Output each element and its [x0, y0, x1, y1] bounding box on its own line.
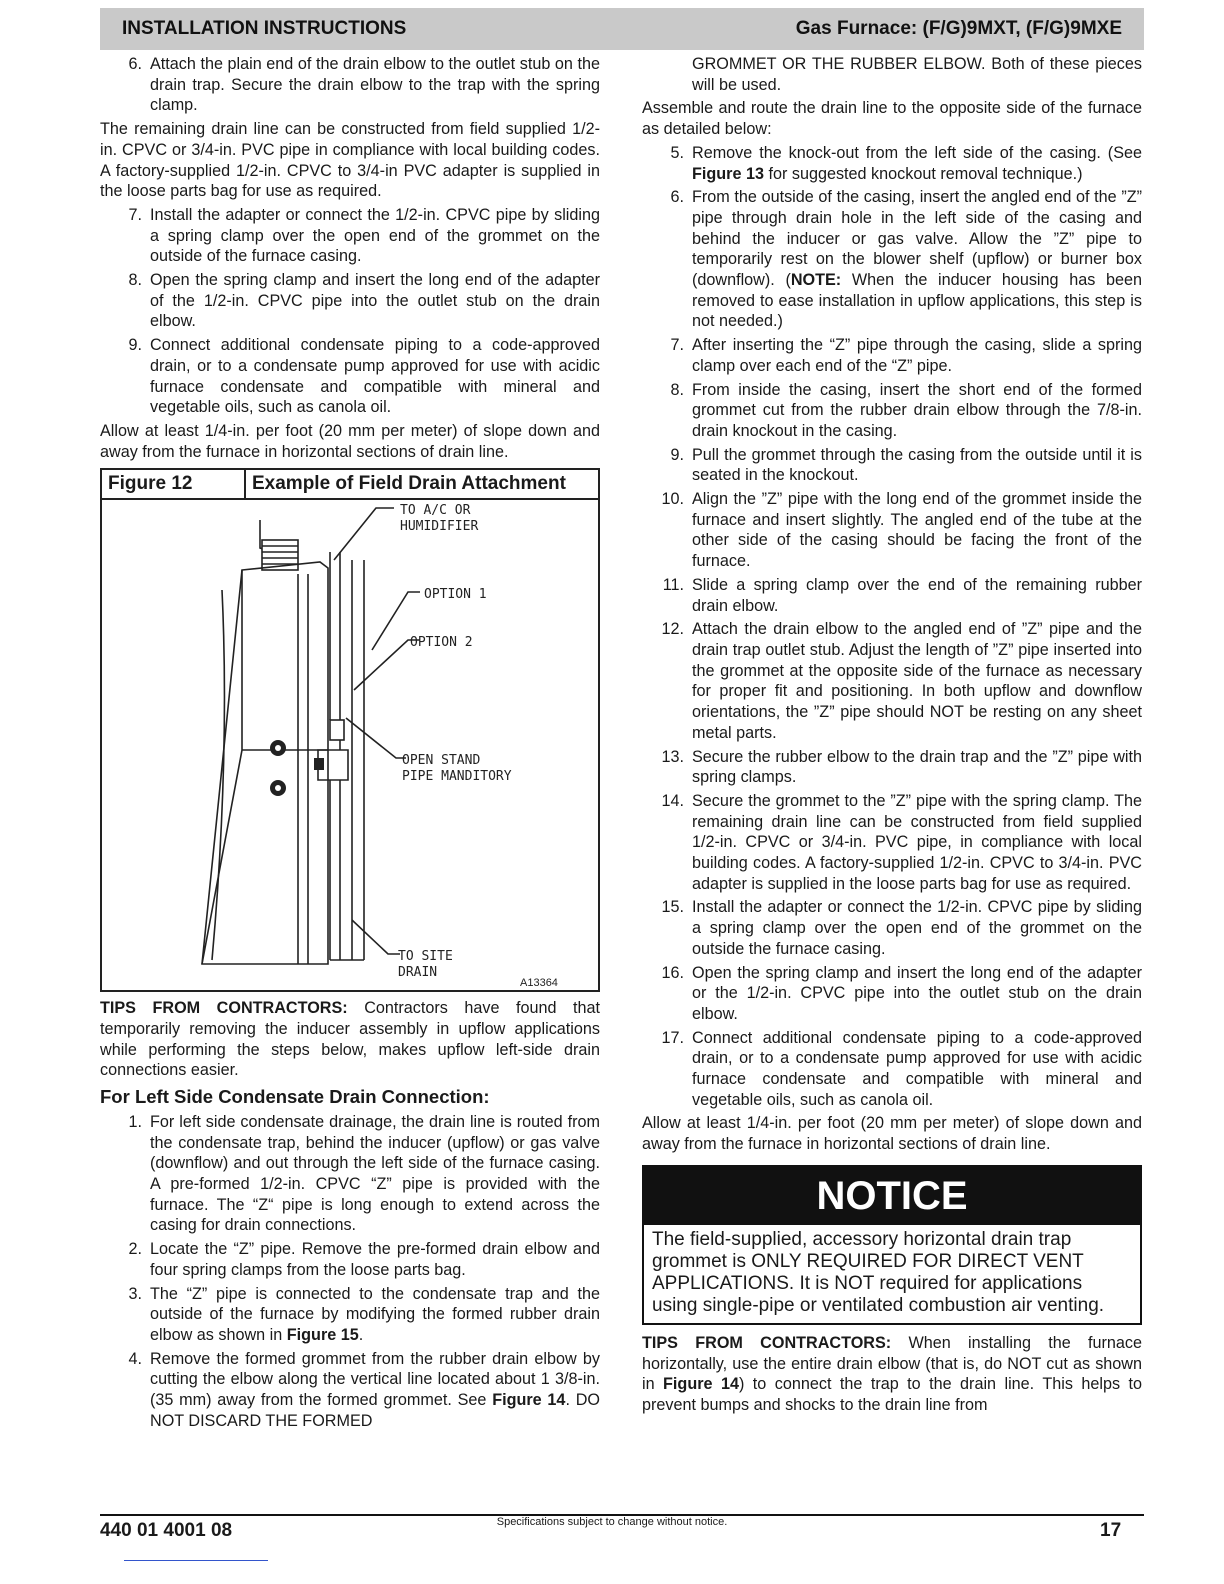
- trap-fitting: [314, 758, 324, 770]
- step-number: 8.: [670, 380, 684, 399]
- step-item: [642, 489, 1142, 572]
- figure-12: [100, 468, 600, 992]
- leader-site: [352, 920, 400, 954]
- step-number: 3.: [128, 1284, 142, 1303]
- drain-diagram: [102, 500, 598, 990]
- step-text: Locate the “Z” pipe. Remove the pre-formed drain elbow and four spring clamps from the loose parts bag.: [150, 1240, 600, 1279]
- step-text: From the outside of the casing, insert the angled end of the ”Z” pipe through drain hole in the left side of the casing and behind the inducer or gas valve. Allow the ”Z” pipe to temporarily rest on the blower shelf (upflow) or burner box (downflow). (NOTE: When the inducer housing has been removed to ease installation in upflow applications, this step is not needed.): [692, 188, 1142, 331]
- step-item: [642, 747, 1142, 788]
- step-number: 7.: [670, 336, 684, 355]
- step-text: After inserting the “Z” pipe through the casing, slide a spring clamp over each end of the “Z” pipe.: [692, 336, 1142, 375]
- step-item: [642, 445, 1142, 486]
- page-number: 17: [1100, 1520, 1122, 1541]
- document-number: 440 01 4001 08: [100, 1520, 233, 1541]
- step-text: Install the adapter or connect the 1/2-in. CPVC pipe by sliding a spring clamp over the open end of the grommet on the outside of the furnace casing.: [150, 205, 600, 266]
- figure-reference: Figure 15: [286, 1325, 359, 1344]
- tips-paragraph: [100, 998, 600, 1081]
- step-number: 11.: [662, 575, 684, 594]
- step-item: [642, 187, 1142, 332]
- tips-label: TIPS FROM CONTRACTORS:: [100, 999, 348, 1018]
- header-right-title: Gas Furnace: (F/G)9MXT, (F/G)9MXE: [795, 18, 1122, 39]
- footer-rule: [124, 1560, 268, 1561]
- paragraph: Allow at least 1/4-in. per foot (20 mm per meter) of slope down and away from the furnace in horizontal sections of drain line.: [100, 421, 600, 461]
- step-text: Slide a spring clamp over the end of the remaining rubber drain elbow.: [692, 575, 1142, 615]
- step-number: 10.: [661, 490, 684, 509]
- header-left-title: INSTALLATION INSTRUCTIONS: [122, 18, 407, 39]
- figure-code: A13364: [520, 977, 558, 990]
- step-item: [642, 143, 1142, 184]
- label-site-line1: TO SITE: [398, 949, 453, 965]
- figure-reference: Figure 13: [692, 164, 764, 183]
- figure-number: Figure 12: [102, 470, 246, 498]
- step-number: 5.: [670, 143, 684, 162]
- label-site-line2: DRAIN: [398, 965, 438, 981]
- tips-paragraph: TIPS FROM CONTRACTORS: When installing the furnace horizontally, use the entire drain elbow (that is, do NOT cut as shown in Figure 14) to connect the trap to the drain line. This helps to prevent bumps and shocks to the drain line from: [642, 1333, 1143, 1414]
- step-item: [642, 380, 1142, 442]
- step-item: [642, 335, 1142, 376]
- step-text: Attach the plain end of the drain elbow to the outlet stub on the drain trap. Secure the drain elbow to the trap with the spring clamp.: [150, 55, 600, 115]
- step-text: Remove the formed grommet from the rubber drain elbow by cutting the elbow along the vertical line located about 1 3/8-in. (35 mm) away from the formed grommet. See Figure 14. DO NOT DISCARD THE FORMED: [150, 1349, 600, 1430]
- step-item: [642, 897, 1142, 959]
- label-stand-line1: OPEN STAND: [402, 753, 481, 769]
- step-number: 6.: [128, 55, 142, 73]
- tips-label: TIPS FROM CONTRACTORS:: [642, 1333, 892, 1352]
- tips-text: Contractors have found that temporarily removing the inducer assembly in upflow applications while performing the steps below, makes upflow left-side drain connections easier.: [100, 999, 601, 1080]
- step-item: [100, 270, 600, 332]
- step-item: [642, 791, 1142, 895]
- step-number: 17.: [661, 1028, 684, 1047]
- step-number: 13.: [661, 747, 684, 766]
- label-ac-line1: TO A/C OR: [400, 503, 471, 519]
- footer-note: Specifications subject to change without notice.: [496, 1516, 728, 1528]
- step-number: 4.: [128, 1349, 142, 1368]
- figure-title: Example of Field Drain Attachment: [252, 473, 566, 495]
- step-number: 9.: [670, 445, 684, 464]
- step-text: Open the spring clamp and insert the long end of the adapter of the 1/2-in. CPVC pipe into the outlet stub on the drain elbow.: [150, 271, 600, 331]
- step-item: [100, 205, 600, 267]
- step-text: Open the spring clamp and insert the long end of the adapter or the 1/2-in. CPVC pipe into the outlet stub on the drain elbow.: [692, 963, 1142, 1023]
- step-text: Secure the rubber elbow to the drain trap and the ”Z” pipe with spring clamps.: [692, 747, 1142, 787]
- step-number: 7.: [128, 205, 142, 224]
- step-number: 6.: [670, 188, 684, 207]
- right-column: [642, 54, 1142, 1419]
- figure-header: [102, 470, 598, 500]
- step-text: Pull the grommet through the casing from the outside until it is seated in the knockout.: [692, 445, 1142, 485]
- step-item: [642, 575, 1142, 616]
- step-number: 2.: [128, 1240, 142, 1259]
- step-item: [100, 1239, 600, 1280]
- notice-title: NOTICE: [644, 1167, 1140, 1225]
- leader-stand: [346, 718, 406, 758]
- step-item: [100, 1349, 600, 1432]
- label-option1: OPTION 1: [424, 587, 487, 603]
- step-item: [100, 1112, 600, 1236]
- step-text: The “Z” pipe is connected to the condensate trap and the outside of the furnace by modifying the formed rubber drain elbow as shown in Figure 15.: [150, 1284, 600, 1344]
- label-stand-line2: PIPE MANDITORY: [402, 769, 512, 785]
- paragraph: The remaining drain line can be constructed from field supplied 1/2-in. CPVC or 3/4-in. PVC pipe in compliance with local building codes. A factory-supplied 1/2-in. CPVC to 3/4-in PVC adapter is supplied in the loose parts bag for use as required.: [100, 120, 600, 201]
- step-text: Connect additional condensate piping to a code-approved drain, or to a condensate pump approved for use with acidic furnace condensate and compatible with mineral and vegetable oils, such as canola oil.: [692, 1028, 1142, 1109]
- note-label: NOTE:: [790, 271, 842, 290]
- step-text: Attach the drain elbow to the angled end of ”Z” pipe and the drain trap outlet stub. Adjust the length of ”Z” pipe inserted into the grommet at the opposite side of the furnace as necessary for proper fit and positioning. In both upflow and downflow orientations, the ”Z” pipe should NOT be resting on any sheet metal parts.: [692, 620, 1142, 742]
- furnace-body: [202, 562, 328, 964]
- label-ac-line2: HUMIDIFIER: [400, 519, 479, 535]
- step-number: 15.: [661, 898, 684, 917]
- paragraph: Allow at least 1/4-in. per foot (20 mm per meter) of slope down and away from the furnace in horizontal sections of drain line.: [642, 1114, 1142, 1154]
- step-text: For left side condensate drainage, the drain line is routed from the condensate trap, behind the inducer (upflow) or gas valve (downflow) and out through the left side of the furnace casing. A pre-formed 1/2-in. CPVC “Z” pipe is provided with the furnace. The “Z“ pipe is long enough to extend across the casing for drain connections.: [150, 1112, 600, 1235]
- step-number: 12.: [661, 620, 684, 639]
- figure-reference: Figure 14: [492, 1391, 566, 1410]
- step-item: [642, 1028, 1142, 1111]
- leader-ac: [334, 508, 394, 560]
- step-item: [100, 1284, 600, 1346]
- notice-box: [642, 1165, 1142, 1325]
- step-item: [100, 335, 600, 418]
- figure-reference: Figure 14: [663, 1375, 739, 1394]
- label-option2: OPTION 2: [410, 635, 473, 651]
- section-heading: For Left Side Condensate Drain Connection:: [100, 1086, 490, 1108]
- step-item: [642, 619, 1142, 743]
- step-text: Connect additional condensate piping to a code-approved drain, or to a condensate pump approved for use with acidic furnace condensate and compatible with mineral and vegetable oils, such as canola oil.: [150, 336, 600, 417]
- step-text: Install the adapter or connect the 1/2-in. CPVC pipe by sliding a spring clamp over the open end of the grommet on the outside the furnace casing.: [692, 898, 1142, 958]
- step-text: Align the ”Z” pipe with the long end of the grommet inside the furnace and insert slightly. The angled end of the tube at the other side of the casing should be facing the front of the furnace.: [692, 490, 1142, 571]
- step-number: 9.: [128, 336, 142, 355]
- continued-text: GROMMET OR THE RUBBER ELBOW. Both of these pieces will be used.: [692, 55, 1142, 94]
- step-text: Secure the grommet to the ”Z” pipe with the spring clamp. The remaining drain line can be constructed from field supplied 1/2-in. CPVC or 3/4-in. PVC pipe, in compliance with local building codes. A factory-supplied 1/2-in. CPVC to 3/4-in. PVC adapter is supplied in the loose parts bag for use as required.: [692, 791, 1142, 893]
- step-text: Remove the knock-out from the left side of the casing. (See Figure 13 for suggested knockout removal technique.): [692, 143, 1142, 183]
- step-number: 8.: [128, 271, 142, 290]
- step-number: 14.: [661, 791, 684, 810]
- step-item: [642, 963, 1142, 1025]
- step-number: 1.: [128, 1112, 142, 1131]
- step-number: 16.: [661, 963, 684, 982]
- page-header: [100, 8, 1144, 50]
- step-text: From inside the casing, insert the short end of the formed grommet cut from the rubber drain elbow through the 7/8-in. drain knockout in the casing.: [692, 380, 1142, 440]
- paragraph: Assemble and route the drain line to the opposite side of the furnace as detailed below:: [642, 99, 1142, 139]
- figure-diagram: [102, 500, 598, 990]
- step-item: [100, 54, 600, 116]
- left-column: [100, 54, 600, 1434]
- notice-text: The field-supplied, accessory horizontal drain trap grommet is ONLY REQUIRED FOR DIRECT VENT APPLICATIONS. It is NOT required for applications using single-pipe or ventilated combustion air venting.: [652, 1228, 1105, 1316]
- gauge-icons: [270, 740, 324, 796]
